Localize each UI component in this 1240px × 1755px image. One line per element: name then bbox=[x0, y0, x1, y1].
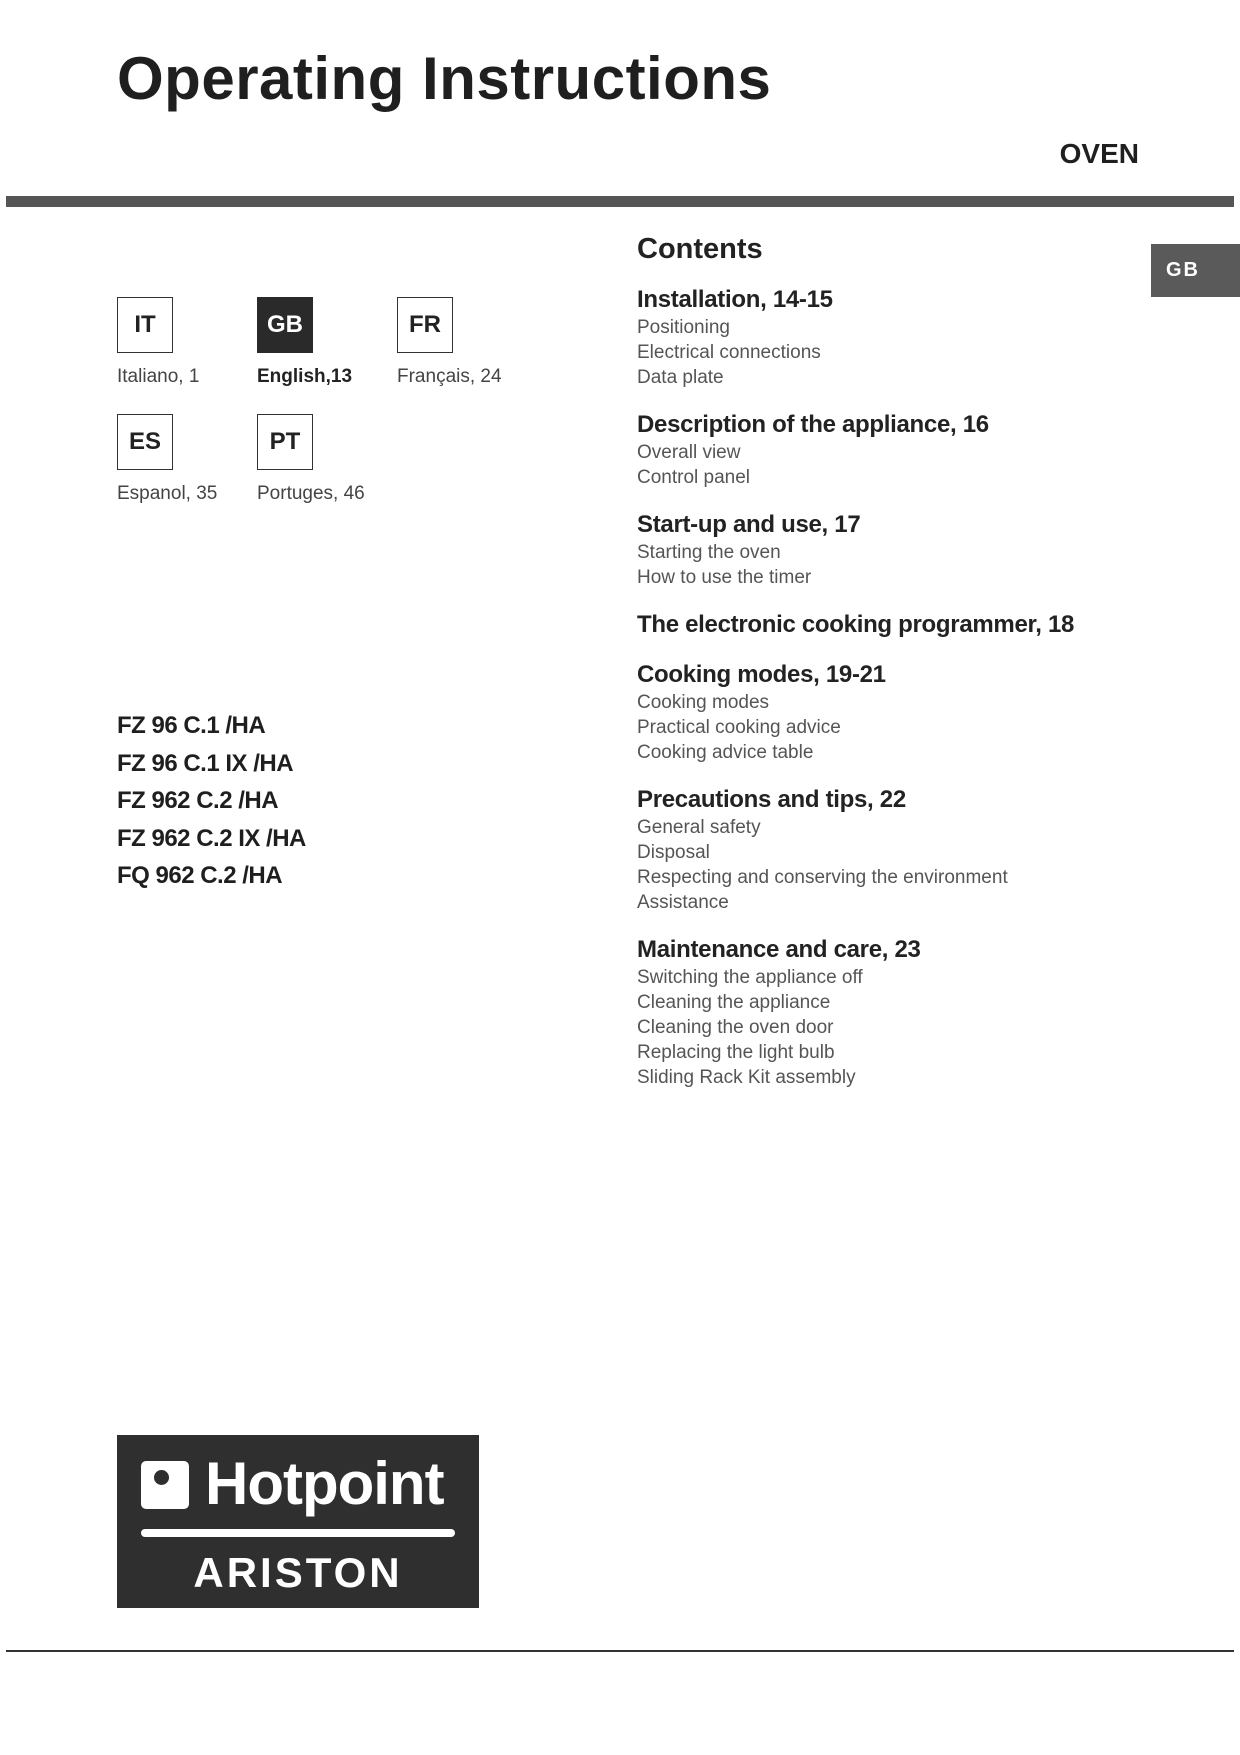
model-number: FQ 962 C.2 /HA bbox=[117, 862, 283, 889]
language-label: Français, 24 bbox=[397, 366, 502, 387]
section-item-link[interactable]: How to use the timer bbox=[637, 567, 812, 588]
section-item-link[interactable]: Data plate bbox=[637, 367, 724, 388]
section-item-link[interactable]: Control panel bbox=[637, 467, 751, 488]
section-title-link[interactable]: Installation, 14-15 bbox=[637, 286, 833, 313]
contents-section bbox=[637, 660, 1137, 765]
section-item-link[interactable]: Replacing the light bulb bbox=[637, 1042, 835, 1063]
language-label: Portuges, 46 bbox=[257, 483, 365, 504]
contents-section bbox=[637, 935, 1137, 1090]
section-title-link[interactable]: Description of the appliance, 16 bbox=[637, 411, 989, 438]
language-code-box: GB bbox=[257, 297, 313, 353]
section-item-link[interactable]: Positioning bbox=[637, 317, 730, 338]
table-of-contents bbox=[637, 233, 1137, 1110]
contents-section bbox=[637, 410, 1137, 490]
logo-brand-text: Hotpoint bbox=[205, 1450, 444, 1517]
model-number: FZ 962 C.2 /HA bbox=[117, 787, 279, 814]
language-code-box: ES bbox=[117, 414, 173, 470]
language-gb[interactable] bbox=[257, 297, 352, 388]
page-title: Operating Instructions bbox=[117, 45, 772, 112]
language-label: Espanol, 35 bbox=[117, 483, 218, 504]
language-code-box: PT bbox=[257, 414, 313, 470]
language-code-box: FR bbox=[397, 297, 453, 353]
bottom-divider bbox=[6, 1650, 1234, 1652]
language-code-box: IT bbox=[117, 297, 173, 353]
section-item-link[interactable]: Practical cooking advice bbox=[637, 717, 841, 738]
contents-section bbox=[637, 785, 1137, 915]
section-title-link[interactable]: Precautions and tips, 22 bbox=[637, 786, 906, 813]
section-item-link[interactable]: Switching the appliance off bbox=[637, 967, 863, 988]
section-item-link[interactable]: Electrical connections bbox=[637, 342, 821, 363]
model-number: FZ 962 C.2 IX /HA bbox=[117, 824, 306, 852]
language-label: English,13 bbox=[257, 366, 353, 387]
model-number: FZ 96 C.1 IX /HA bbox=[117, 749, 294, 777]
contents-heading: Contents bbox=[637, 233, 763, 265]
section-item-link[interactable]: Cleaning the oven door bbox=[637, 1017, 834, 1038]
section-item-link[interactable]: Cleaning the appliance bbox=[637, 992, 831, 1013]
language-pt[interactable] bbox=[257, 414, 365, 505]
section-item-link[interactable]: Starting the oven bbox=[637, 542, 781, 563]
contents-section bbox=[637, 510, 1137, 590]
contents-section bbox=[637, 285, 1137, 390]
section-title-link[interactable]: Start-up and use, 17 bbox=[637, 511, 861, 538]
language-es[interactable] bbox=[117, 414, 217, 505]
section-item-link[interactable]: Disposal bbox=[637, 842, 710, 863]
language-fr[interactable] bbox=[397, 297, 502, 388]
language-label: Italiano, 1 bbox=[117, 366, 200, 387]
contents-section bbox=[637, 610, 1137, 640]
section-item-link[interactable]: Cooking modes bbox=[637, 692, 770, 713]
logo-mark-icon bbox=[141, 1461, 189, 1509]
logo-divider bbox=[141, 1529, 455, 1537]
model-list bbox=[117, 712, 306, 900]
section-item-link[interactable]: Respecting and conserving the environment bbox=[637, 867, 1008, 888]
section-item-link[interactable]: Overall view bbox=[637, 442, 741, 463]
section-item-link[interactable]: Cooking advice table bbox=[637, 742, 814, 763]
product-type-label: OVEN bbox=[1059, 138, 1139, 169]
section-item-link[interactable]: General safety bbox=[637, 817, 761, 838]
section-title-link[interactable]: The electronic cooking programmer, 18 bbox=[637, 611, 1075, 638]
top-divider bbox=[6, 196, 1234, 207]
model-number: FZ 96 C.1 /HA bbox=[117, 712, 266, 739]
brand-logo bbox=[117, 1435, 479, 1608]
section-title-link[interactable]: Cooking modes, 19-21 bbox=[637, 661, 886, 688]
section-item-link[interactable]: Assistance bbox=[637, 892, 729, 913]
logo-sub-text: ARISTON bbox=[193, 1549, 403, 1596]
section-item-link[interactable]: Sliding Rack Kit assembly bbox=[637, 1067, 856, 1088]
language-side-tab: GB bbox=[1151, 244, 1240, 297]
language-it[interactable] bbox=[117, 297, 199, 388]
section-title-link[interactable]: Maintenance and care, 23 bbox=[637, 936, 921, 963]
